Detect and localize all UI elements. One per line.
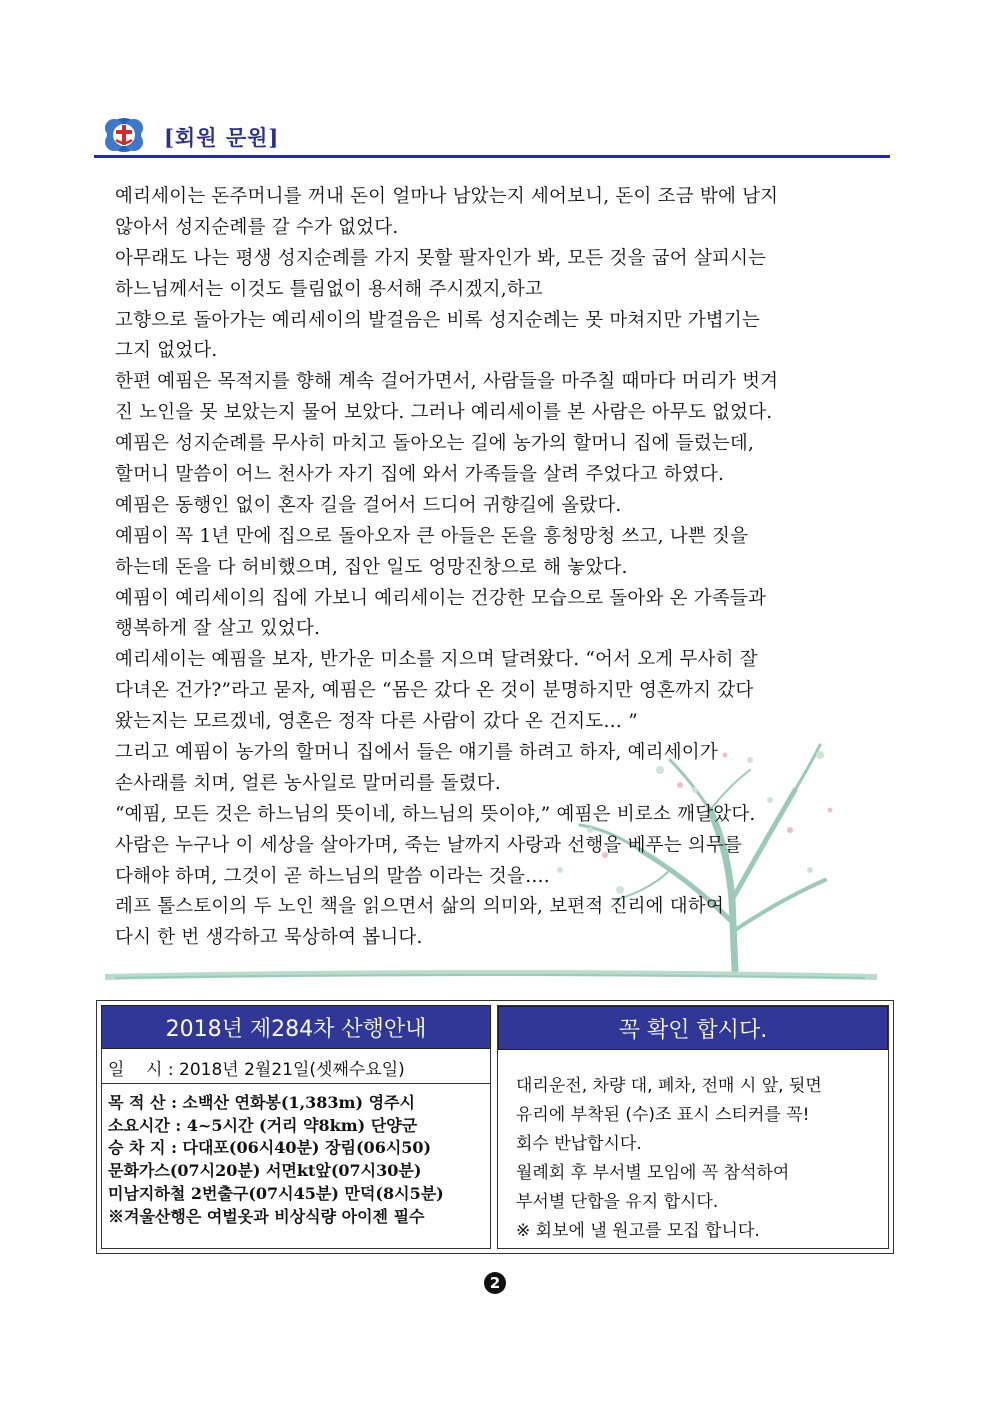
body-line: 레프 톨스토이의 두 노인 책을 읽으면서 삶의 의미와, 보편적 진리에 대하여: [115, 896, 725, 918]
body-line: 예핌은 동행인 없이 혼자 길을 걸어서 드디어 귀향길에 올랐다.: [115, 494, 622, 516]
body-line: 사람은 누구나 이 세상을 살아가며, 죽는 날까지 사랑과 선행을 베푸는 의무를: [115, 834, 743, 856]
hike-detail-item: 문화가스(07시20분) 서면kt앞(07시30분): [108, 1161, 422, 1181]
notice-item: 대리운전, 차량 대, 폐차, 전매 시 앞, 뒷면: [516, 1076, 822, 1096]
hike-detail-item: 목 적 산 : 소백산 연화봉(1,383m) 영주시: [108, 1093, 415, 1112]
body-line: 다녀온 건가?”라고 묻자, 예핌은 “몸은 갔다 온 것이 분명하지만 영혼까지 갔다: [115, 680, 754, 702]
body-line: 왔는지는 모르겠네, 영혼은 정작 다른 사람이 갔다 온 건지도… ”: [115, 711, 638, 733]
hike-box-body: [101, 1049, 491, 1249]
hike-details-list: [102, 1084, 490, 1228]
hike-detail-item: 승 차 지 : 다대포(06시40분) 장림(06시50): [108, 1138, 432, 1158]
hike-date-label: 일 시: [108, 1060, 163, 1080]
body-line: 고향으로 돌아가는 예리세이의 발걸음은 비록 성지순례는 못 마쳐지만 가볍기는: [115, 309, 760, 331]
notice-item: 회수 반납합시다.: [516, 1134, 642, 1154]
body-line: 않아서 성지순례를 갈 수가 없었다.: [115, 216, 399, 238]
body-line: 예핌이 꼭 1년 만에 집으로 돌아오자 큰 아들은 돈을 흥청망청 쓰고, 나쁜 짓을: [115, 525, 749, 547]
notice-list: [498, 1050, 888, 1246]
hike-box-title: 2018년 제284차 산행안내: [101, 1005, 491, 1049]
body-line: 손사래를 치며, 얼른 농사일로 말머리를 돌렸다.: [115, 772, 501, 794]
notice-box-title: 꼭 확인 합시다.: [498, 1006, 888, 1050]
body-line: 예핌이 예리세이의 집에 가보니 예리세이는 건강한 모습으로 돌아와 온 가족들과: [115, 587, 767, 609]
section-title: [회원 문원]: [164, 125, 280, 150]
info-boxes: [96, 1000, 894, 1254]
body-line: 하느님께서는 이것도 틀림없이 용서해 주시겠지,하고: [115, 278, 543, 300]
hike-date: [102, 1049, 490, 1083]
body-line: 그지 없었다.: [115, 340, 218, 362]
notice-box: [497, 1005, 889, 1249]
body-line: 그리고 예핌이 농가의 할머니 집에서 들은 얘기를 하려고 하자, 예리세이가: [115, 742, 718, 764]
body-line: 예리세이는 예핌을 보자, 반가운 미소를 지으며 달려왔다. “어서 오게 무사히 잘: [115, 649, 758, 671]
church-logo-icon: [102, 116, 146, 154]
hike-date-value: : 2018년 2월21일(셋째수요일): [162, 1060, 405, 1080]
notice-item: 월례회 후 부서별 모임에 꼭 참석하여: [516, 1163, 790, 1183]
body-line: 예핌은 성지순례를 무사히 마치고 돌아오는 길에 농가의 할머니 집에 들렀는데,: [115, 433, 755, 455]
header-divider: [94, 155, 890, 158]
body-line: 진 노인을 못 보았는지 물어 보았다. 그러나 예리세이를 본 사람은 아무도 없었다.: [115, 402, 773, 424]
body-line: 아무래도 나는 평생 성지순례를 가지 못할 팔자인가 봐, 모든 것을 굽어 살피시는: [115, 247, 767, 269]
notice-item: 유리에 부착된 (수)조 표시 스티커를 꼭!: [516, 1105, 810, 1125]
page-header: [102, 112, 892, 158]
page-number: 2: [484, 1272, 506, 1294]
hike-detail-item: 미남지하철 2번출구(07시45분) 만덕(8시5분): [108, 1183, 444, 1203]
hike-detail-item: 소요시간 : 4~5시간 (거리 약8km) 단양군: [108, 1115, 418, 1135]
body-line: 한편 예핌은 목적지를 향해 계속 걸어가면서, 사람들을 마주칠 때마다 머리가 벗겨: [115, 371, 779, 393]
body-line: 하는데 돈을 다 허비했으며, 집안 일도 엉망진창으로 해 놓았다.: [115, 556, 628, 578]
body-line: 다해야 하며, 그것이 곧 하느님의 말씀 이라는 것을….: [115, 865, 550, 887]
body-line: 행복하게 잘 살고 있었다.: [115, 618, 321, 640]
body-line: “예핌, 모든 것은 하느님의 뜻이네, 하느님의 뜻이야,” 예핌은 비로소 깨달았다.: [115, 803, 756, 825]
body-line: 예리세이는 돈주머니를 꺼내 돈이 얼마나 남았는지 세어보니, 돈이 조금 밖에 남지: [115, 186, 779, 207]
ground-illustration: [105, 958, 877, 986]
hike-info-box: [101, 1005, 491, 1249]
body-line: 다시 한 번 생각하고 묵상하여 봅니다.: [115, 927, 423, 949]
notice-item: 부서별 단합을 유지 합시다.: [516, 1192, 719, 1212]
hike-detail-item: ※겨울산행은 여벌옷과 비상식량 아이젠 필수: [108, 1206, 425, 1226]
notice-item: ※ 회보에 낼 원고를 모집 합니다.: [516, 1221, 760, 1241]
body-line: 할머니 말씀이 어느 천사가 자기 집에 와서 가족들을 살려 주었다고 하였다.: [115, 464, 725, 486]
article-body: [115, 182, 890, 954]
